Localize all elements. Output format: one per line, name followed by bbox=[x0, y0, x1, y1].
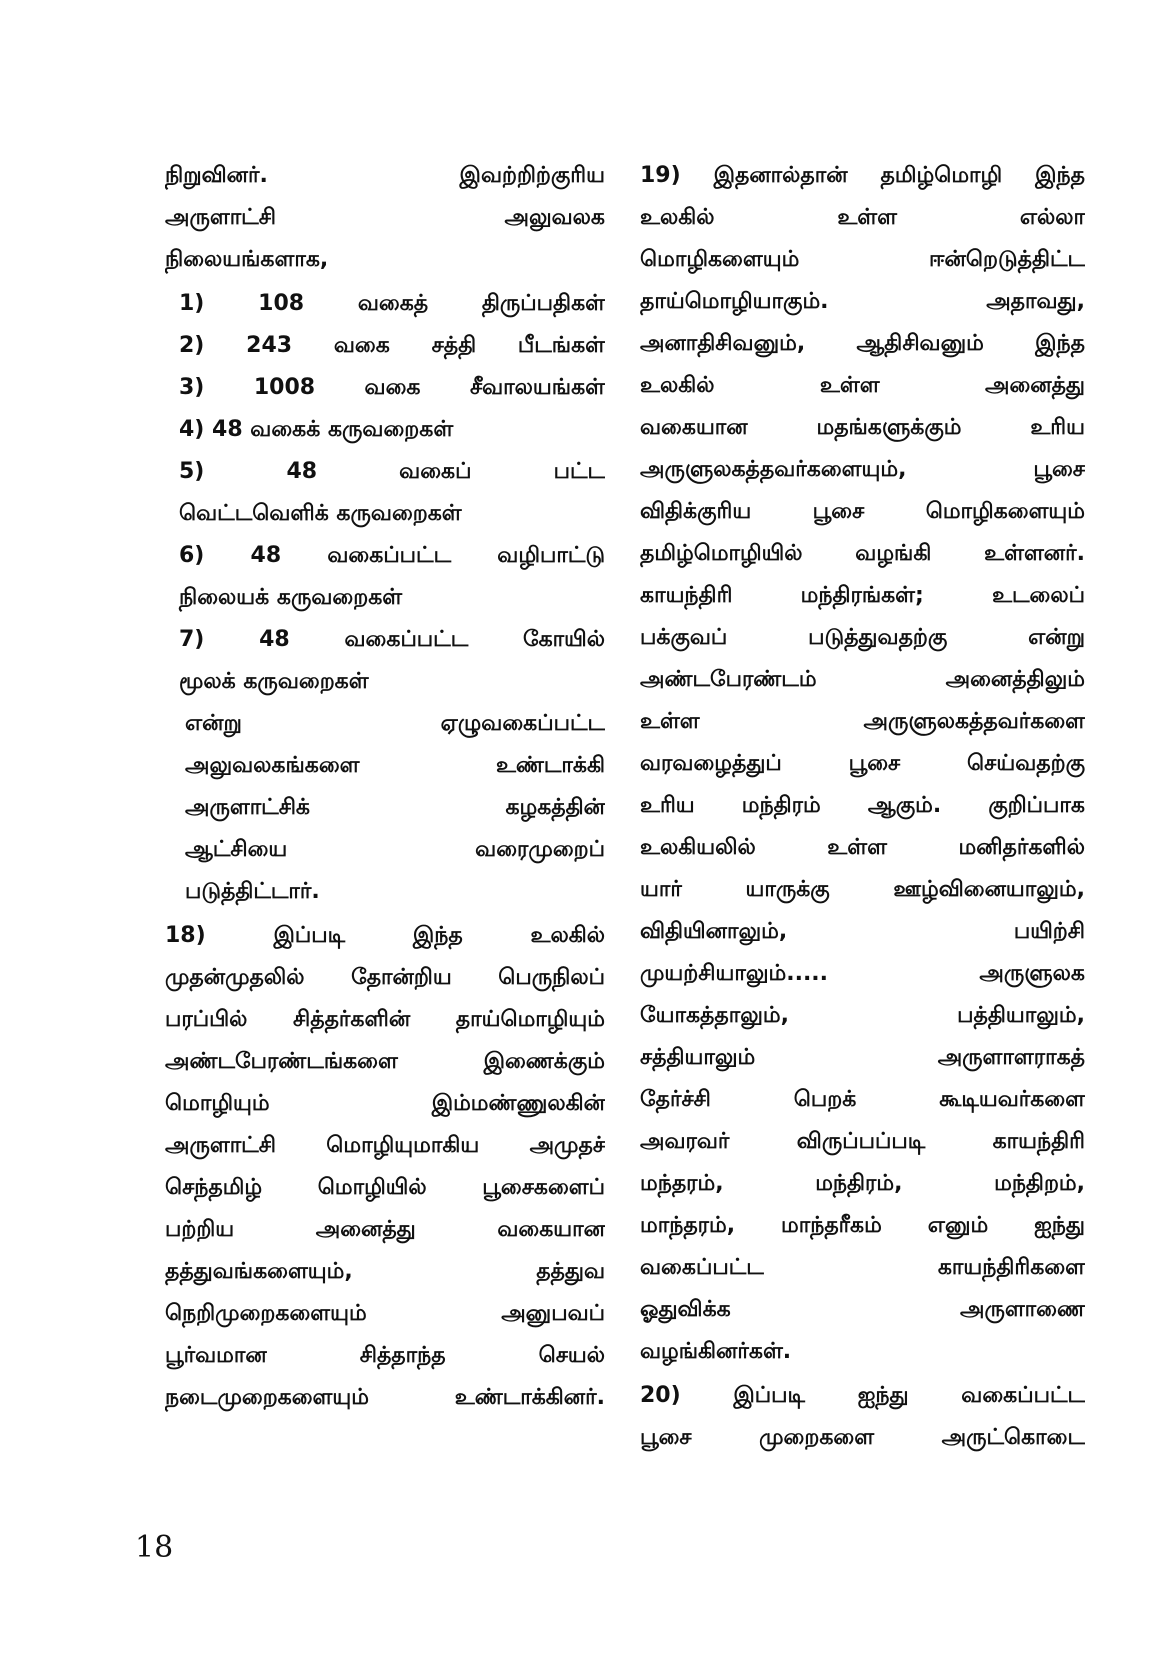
text-line: என்று ஏழுவகைப்பட்ட bbox=[185, 711, 605, 736]
text-line: அண்டபேரண்டம் அனைத்திலும் bbox=[640, 667, 1085, 692]
text-line: அருளுலகத்தவர்களையும், பூசை bbox=[640, 457, 1085, 482]
text-line: செந்தமிழ் மொழியில் பூசைகளைப் bbox=[165, 1175, 605, 1200]
text-line: விதியினாலும், பயிற்சி bbox=[640, 919, 1085, 944]
text-line: தாய்மொழியாகும். அதாவது, bbox=[640, 289, 1085, 314]
text-line: 5) 48 வகைப் பட்ட bbox=[179, 459, 605, 484]
text-line: உலகில் உள்ள எல்லா bbox=[640, 205, 1085, 230]
text-line: படுத்திட்டார். bbox=[185, 879, 320, 904]
text-line: ஓதுவிக்க அருளாணை bbox=[640, 1297, 1085, 1322]
text-line: தேர்ச்சி பெறக் கூடியவர்களை bbox=[640, 1087, 1085, 1112]
text-line: பரப்பில் சித்தர்களின் தாய்மொழியும் bbox=[165, 1007, 605, 1032]
text-line: வெட்டவெளிக் கருவறைகள் bbox=[179, 501, 462, 526]
text-line: அனாதிசிவனும், ஆதிசிவனும் இந்த bbox=[640, 331, 1085, 356]
text-line: ஆட்சியை வரைமுறைப் bbox=[185, 837, 605, 862]
text-line: உள்ள அருளுலகத்தவர்களை bbox=[640, 709, 1085, 734]
text-line: 18) இப்படி இந்த உலகில் bbox=[165, 923, 605, 948]
right-column bbox=[640, 155, 1085, 1459]
text-line: பக்குவப் படுத்துவதற்கு என்று bbox=[640, 625, 1085, 650]
text-line: அருளாட்சி மொழியுமாகிய அமுதச் bbox=[165, 1133, 605, 1158]
text-line: நிறுவினர். இவற்றிற்குரிய bbox=[165, 163, 605, 188]
text-line: வரவழைத்துப் பூசை செய்வதற்கு bbox=[640, 751, 1085, 776]
text-line: மொழிகளையும் ஈன்றெடுத்திட்ட bbox=[640, 247, 1085, 272]
text-line: அருளாட்சிக் கழகத்தின் bbox=[185, 795, 605, 820]
text-line: 19) இதனால்தான் தமிழ்மொழி இந்த bbox=[640, 163, 1085, 188]
text-line: நடைமுறைகளையும் உண்டாக்கினர். bbox=[165, 1385, 605, 1410]
text-line: 6) 48 வகைப்பட்ட வழிபாட்டு bbox=[179, 543, 605, 568]
text-line: அருளாட்சி அலுவலக bbox=[165, 205, 605, 230]
text-line: பூசை முறைகளை அருட்கொடை bbox=[640, 1425, 1085, 1450]
text-line: நிலையக் கருவறைகள் bbox=[179, 585, 403, 610]
text-line: முயற்சியாலும்..... அருளுலக bbox=[640, 961, 1085, 986]
text-line: மொழியும் இம்மண்ணுலகின் bbox=[165, 1091, 605, 1116]
text-line: தமிழ்மொழியில் வழங்கி உள்ளனர். bbox=[640, 541, 1085, 566]
text-line: 1) 108 வகைத் திருப்பதிகள் bbox=[179, 291, 605, 316]
text-line: 7) 48 வகைப்பட்ட கோயில் bbox=[179, 627, 605, 652]
text-line: 4) 48 வகைக் கருவறைகள் bbox=[179, 417, 454, 442]
text-line: முதன்முதலில் தோன்றிய பெருநிலப் bbox=[165, 965, 605, 990]
text-line: காயந்திரி மந்திரங்கள்; உடலைப் bbox=[640, 583, 1085, 608]
text-line: நிலையங்களாக, bbox=[165, 247, 329, 272]
text-line: அலுவலகங்களை உண்டாக்கி bbox=[185, 753, 605, 778]
text-line: மூலக் கருவறைகள் bbox=[179, 669, 369, 694]
text-line: உரிய மந்திரம் ஆகும். குறிப்பாக bbox=[640, 793, 1085, 818]
text-line: தத்துவங்களையும், தத்துவ bbox=[165, 1259, 605, 1284]
page-number: 18 bbox=[135, 1530, 174, 1565]
text-line: 3) 1008 வகை சீவாலயங்கள் bbox=[179, 375, 605, 400]
text-line: உலகியலில் உள்ள மனிதர்களில் bbox=[640, 835, 1085, 860]
text-line: நெறிமுறைகளையும் அனுபவப் bbox=[165, 1301, 605, 1326]
text-line: 20) இப்படி ஐந்து வகைப்பட்ட bbox=[640, 1383, 1085, 1408]
text-line: அண்டபேரண்டங்களை இணைக்கும் bbox=[165, 1049, 605, 1074]
left-column bbox=[165, 155, 605, 1419]
text-line: விதிக்குரிய பூசை மொழிகளையும் bbox=[640, 499, 1085, 524]
text-line: பூர்வமான சித்தாந்த செயல் bbox=[165, 1343, 605, 1368]
text-line: மாந்தரம், மாந்தரீகம் எனும் ஐந்து bbox=[640, 1213, 1085, 1238]
text-line: சத்தியாலும் அருளாளராகத் bbox=[640, 1045, 1085, 1070]
text-line: பற்றிய அனைத்து வகையான bbox=[165, 1217, 605, 1242]
text-line: வழங்கினர்கள். bbox=[640, 1339, 792, 1364]
text-line: 2) 243 வகை சத்தி பீடங்கள் bbox=[179, 333, 605, 358]
text-line: அவரவர் விருப்பப்படி காயந்திரி bbox=[640, 1129, 1085, 1154]
text-line: மந்தரம், மந்திரம், மந்திறம், bbox=[640, 1171, 1085, 1196]
text-line: யோகத்தாலும், பத்தியாலும், bbox=[640, 1003, 1085, 1028]
text-line: வகையான மதங்களுக்கும் உரிய bbox=[640, 415, 1085, 440]
text-line: உலகில் உள்ள அனைத்து bbox=[640, 373, 1085, 398]
text-line: யார் யாருக்கு ஊழ்வினையாலும், bbox=[640, 877, 1085, 902]
text-line: வகைப்பட்ட காயந்திரிகளை bbox=[640, 1255, 1085, 1280]
